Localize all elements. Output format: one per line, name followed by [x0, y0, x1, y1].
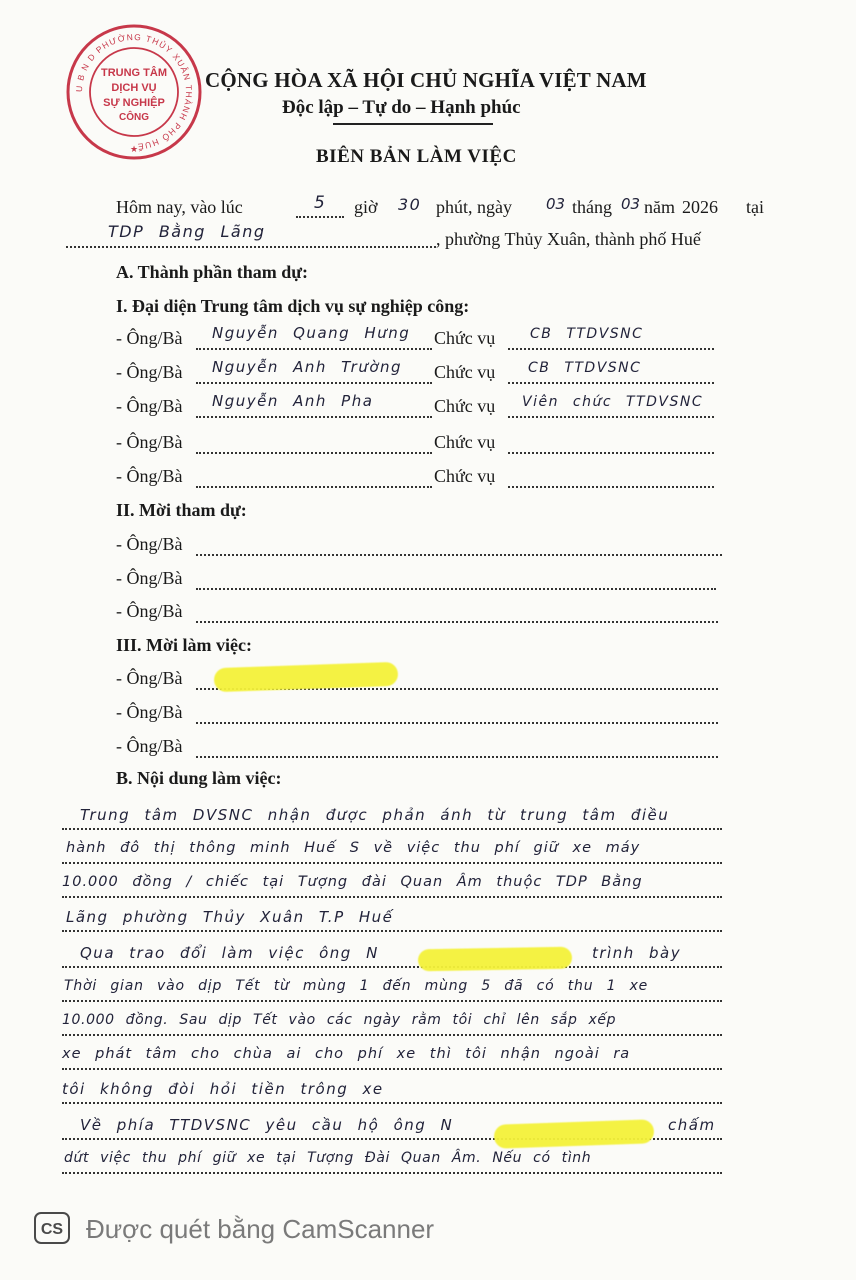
- name-dots: [196, 348, 432, 350]
- content-line: chấm: [668, 1116, 716, 1134]
- gio-label: giờ: [354, 197, 378, 217]
- stamp-line-3: SỰ NGHIỆP: [103, 97, 165, 109]
- name-dots: [196, 588, 716, 590]
- position-label: Chức vụ: [434, 466, 496, 486]
- member-position: CB TTDVSNC: [530, 326, 644, 342]
- official-stamp: [64, 22, 204, 162]
- redaction-mark: [494, 1119, 655, 1149]
- stamp-ring-text: U B N D PHƯỜNG THỦY XUÂN THÀNH PHỐ HUẾ: [73, 31, 195, 153]
- ward-text: , phường Thủy Xuân, thành phố Huế: [436, 229, 701, 249]
- stamp-line-2: DỊCH VỤ: [111, 82, 157, 94]
- year-value: 2026: [682, 197, 718, 217]
- content-line-dots: [62, 896, 722, 898]
- person-label: - Ông/Bà: [116, 396, 183, 416]
- person-label: - Ông/Bà: [116, 601, 183, 621]
- member-position: Viên chức TTDVSNC: [522, 394, 704, 410]
- member-name: Nguyễn Quang Hưng: [212, 324, 411, 342]
- content-line: Qua trao đổi làm việc ông N: [80, 944, 379, 962]
- content-line-dots: [62, 828, 722, 830]
- content-line-dots: [62, 930, 722, 932]
- position-dots: [508, 452, 714, 454]
- position-label: Chức vụ: [434, 362, 496, 382]
- intro-label: Hôm nay, vào lúc: [116, 197, 243, 217]
- part-1-title: I. Đại diện Trung tâm dịch vụ sự nghiệp công:: [116, 296, 470, 316]
- content-line-dots: [62, 862, 722, 864]
- content-line: 10.000 đồng / chiếc tại Tượng đài Quan Âm thuộc TDP Bằng: [62, 874, 643, 890]
- day-value: 03: [546, 195, 566, 213]
- national-motto: Độc lập – Tự do – Hạnh phúc: [282, 97, 521, 118]
- content-line: xe phát tâm cho chùa ai cho phí xe thì tôi nhận ngoài ra: [62, 1046, 631, 1062]
- person-label: - Ông/Bà: [116, 466, 183, 486]
- hour-dots: [296, 216, 344, 218]
- person-label: - Ông/Bà: [116, 702, 183, 722]
- content-line-dots: [62, 1172, 722, 1174]
- content-line-dots: [62, 1000, 722, 1002]
- position-label: Chức vụ: [434, 432, 496, 452]
- name-dots: [196, 416, 432, 418]
- person-label: - Ông/Bà: [116, 328, 183, 348]
- stamp-star-icon: ★: [129, 144, 139, 154]
- content-line: 10.000 đồng. Sau dịp Tết vào các ngày rằm tôi chỉ lên sắp xếp: [62, 1012, 617, 1028]
- name-dots: [196, 486, 432, 488]
- content-line: trình bày: [592, 944, 682, 962]
- document-title: BIÊN BẢN LÀM VIỆC: [316, 146, 517, 167]
- content-line: dứt việc thu phí giữ xe tại Tượng Đài Quan Âm. Nếu có tình: [64, 1150, 592, 1166]
- person-label: - Ông/Bà: [116, 568, 183, 588]
- content-line: Lãng phường Thủy Xuân T.P Huế: [66, 908, 394, 926]
- person-label: - Ông/Bà: [116, 534, 183, 554]
- content-line: Thời gian vào dịp Tết từ mùng 1 đến mùng 5 đã có thu 1 xe: [64, 978, 649, 994]
- part-2-title: II. Mời tham dự:: [116, 500, 247, 520]
- nam-label: năm: [644, 197, 675, 217]
- position-dots: [508, 486, 714, 488]
- hour-value: 5: [314, 193, 327, 213]
- content-line: hành đô thị thông minh Huế S về việc thu phí giữ xe máy: [66, 840, 641, 856]
- member-name: Nguyễn Anh Pha: [212, 392, 374, 410]
- name-dots: [196, 554, 722, 556]
- camscanner-logo: CS: [34, 1212, 70, 1244]
- position-label: Chức vụ: [434, 396, 496, 416]
- section-a-title: A. Thành phần tham dự:: [116, 262, 309, 282]
- stamp-line-4: CÔNG: [119, 112, 149, 123]
- position-dots: [508, 416, 714, 418]
- camscanner-text: Được quét bằng CamScanner: [86, 1214, 435, 1244]
- phut-ngay-label: phút, ngày: [436, 197, 512, 217]
- name-dots: [196, 452, 432, 454]
- part-3-title: III. Mời làm việc:: [116, 635, 252, 655]
- content-line: Về phía TTDVSNC yêu cầu hộ ông N: [80, 1116, 454, 1134]
- content-line-dots: [62, 1102, 722, 1104]
- motto-underline: [333, 123, 493, 125]
- person-label: - Ông/Bà: [116, 362, 183, 382]
- name-dots: [196, 722, 718, 724]
- position-dots: [508, 348, 714, 350]
- name-dots: [196, 382, 432, 384]
- minute-value: 30: [398, 195, 422, 214]
- redaction-mark: [418, 947, 572, 972]
- name-dots: [196, 756, 718, 758]
- content-line-dots: [62, 1068, 722, 1070]
- tai-label: tại: [746, 197, 764, 217]
- thang-label: tháng: [572, 197, 612, 217]
- national-title: CỘNG HÒA XÃ HỘI CHỦ NGHĨA VIỆT NAM: [205, 68, 647, 92]
- section-b-title: B. Nội dung làm việc:: [116, 768, 282, 788]
- position-dots: [508, 382, 714, 384]
- stamp-line-1: TRUNG TÂM: [101, 67, 167, 79]
- content-line-dots: [62, 966, 722, 968]
- content-line: Trung tâm DVSNC nhận được phản ánh từ trung tâm điều: [80, 806, 670, 824]
- person-label: - Ông/Bà: [116, 668, 183, 688]
- content-line-dots: [62, 1034, 722, 1036]
- member-position: CB TTDVSNC: [528, 360, 642, 376]
- position-label: Chức vụ: [434, 328, 496, 348]
- place-value: TDP Bằng Lãng: [108, 222, 266, 241]
- person-label: - Ông/Bà: [116, 432, 183, 452]
- content-line: tôi không đòi hỏi tiền trông xe: [62, 1080, 384, 1098]
- month-value: 03: [621, 195, 641, 213]
- name-dots: [196, 621, 718, 623]
- place-dots: [66, 246, 436, 248]
- member-name: Nguyễn Anh Trường: [212, 358, 403, 376]
- person-label: - Ông/Bà: [116, 736, 183, 756]
